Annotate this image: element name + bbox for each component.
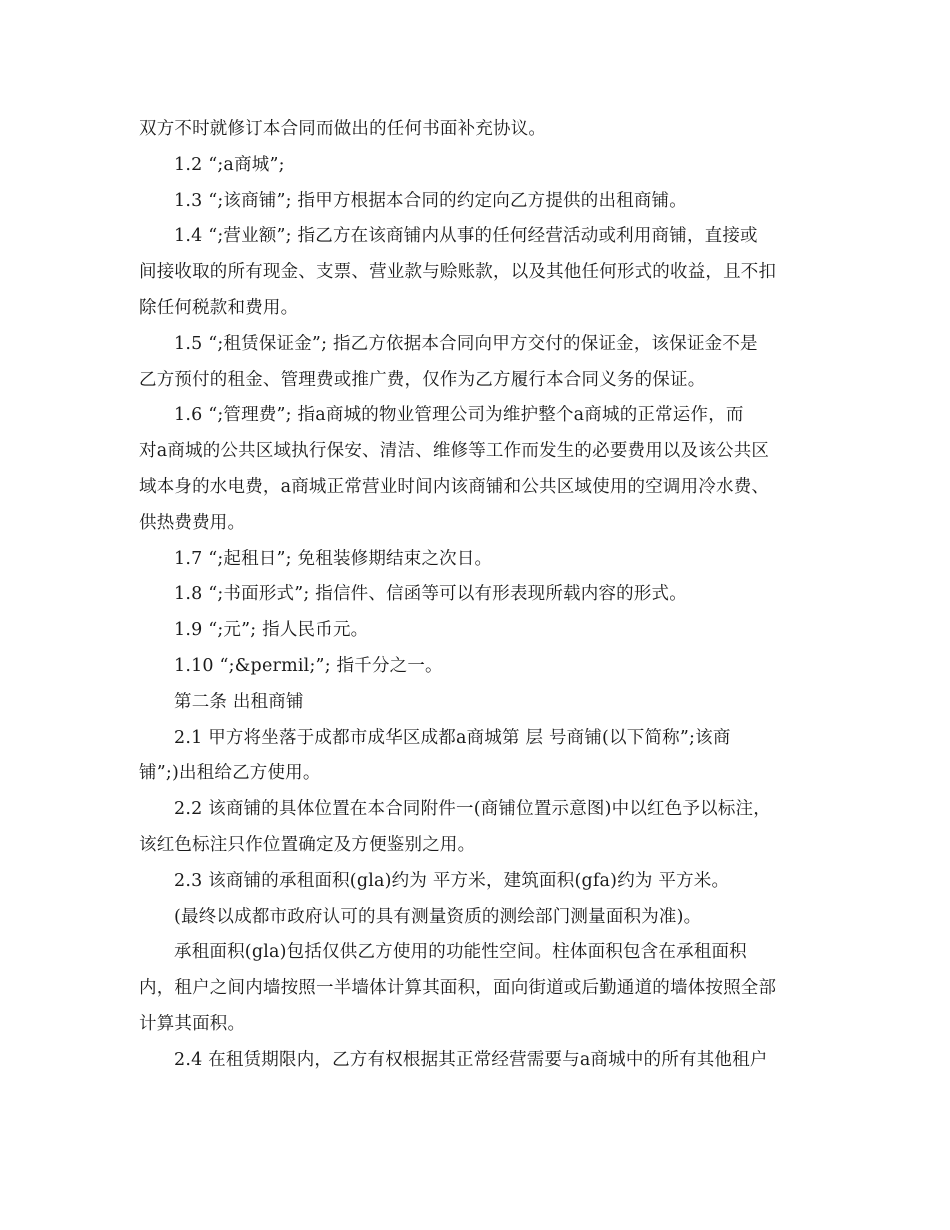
text-line: 内，租户之间内墙按照一半墙体计算其面积，面向街道或后勤通道的墙体按照全部	[139, 978, 777, 999]
text-line: 2.2 该商铺的具体位置在本合同附件一(商铺位置示意图)中以红色予以标注，	[174, 799, 771, 820]
text-line: 除任何税款和费用。	[139, 297, 299, 318]
text-line: 1.4 “;营业额”; 指乙方在该商铺内从事的任何经营活动或利用商铺，直接或	[174, 226, 758, 247]
text-line: 2.4 在租赁期限内，乙方有权根据其正常经营需要与a商城中的所有其他租户	[174, 1049, 768, 1070]
document-body	[139, 112, 815, 1079]
text-line: 1.2 “;a商城”;	[174, 154, 285, 175]
text-line: (最终以成都市政府认可的具有测量资质的测绘部门测量面积为准)。	[174, 906, 702, 927]
text-line: 乙方预付的租金、管理费或推广费，仅作为乙方履行本合同义务的保证。	[139, 369, 706, 390]
text-line: 1.3 “;该商铺”; 指甲方根据本合同的约定向乙方提供的出租商铺。	[174, 190, 687, 211]
text-line: 1.9 “;元”; 指人民币元。	[174, 620, 369, 641]
text-line: 承租面积(gla)包括仅供乙方使用的功能性空间。柱体面积包含在承租面积	[174, 942, 747, 963]
section-heading: 第二条 出租商铺	[174, 691, 304, 712]
text-line: 计算其面积。	[139, 1013, 246, 1034]
text-line: 双方不时就修订本合同而做出的任何书面补充协议。	[139, 119, 547, 139]
text-line: 对a商城的公共区域执行保安、清洁、维修等工作而发生的必要费用以及该公共区	[139, 441, 770, 462]
text-line: 1.6 “;管理费”; 指a商城的物业管理公司为维护整个a商城的正常运作，而	[174, 405, 744, 426]
text-line: 间接收取的所有现金、支票、营业款与赊账款，以及其他任何形式的收益，且不扣	[139, 262, 777, 283]
text-line: 铺”;)出租给乙方使用。	[139, 763, 321, 784]
text-line: 2.1 甲方将坐落于成都市成华区成都a商城第 层 号商铺(以下简称”;该商	[174, 727, 731, 748]
text-line: 1.10 “;&permil;”; 指千分之一。	[174, 655, 443, 676]
text-line: 1.7 “;起租日”; 免租装修期结束之次日。	[174, 548, 493, 569]
text-line: 1.5 “;租赁保证金”; 指乙方依据本合同向甲方交付的保证金，该保证金不是	[174, 333, 758, 354]
text-line: 供热费费用。	[139, 512, 246, 533]
text-line: 该红色标注只作位置确定及方便鉴别之用。	[139, 834, 476, 855]
text-line: 2.3 该商铺的承租面积(gla)约为 平方米，建筑面积(gfa)约为 平方米。	[174, 870, 730, 891]
text-line: 域本身的水电费，a商城正常营业时间内该商铺和公共区域使用的空调用冷水费、	[139, 476, 770, 497]
text-line: 1.8 “;书面形式”; 指信件、信函等可以有形表现所载内容的形式。	[174, 584, 687, 605]
